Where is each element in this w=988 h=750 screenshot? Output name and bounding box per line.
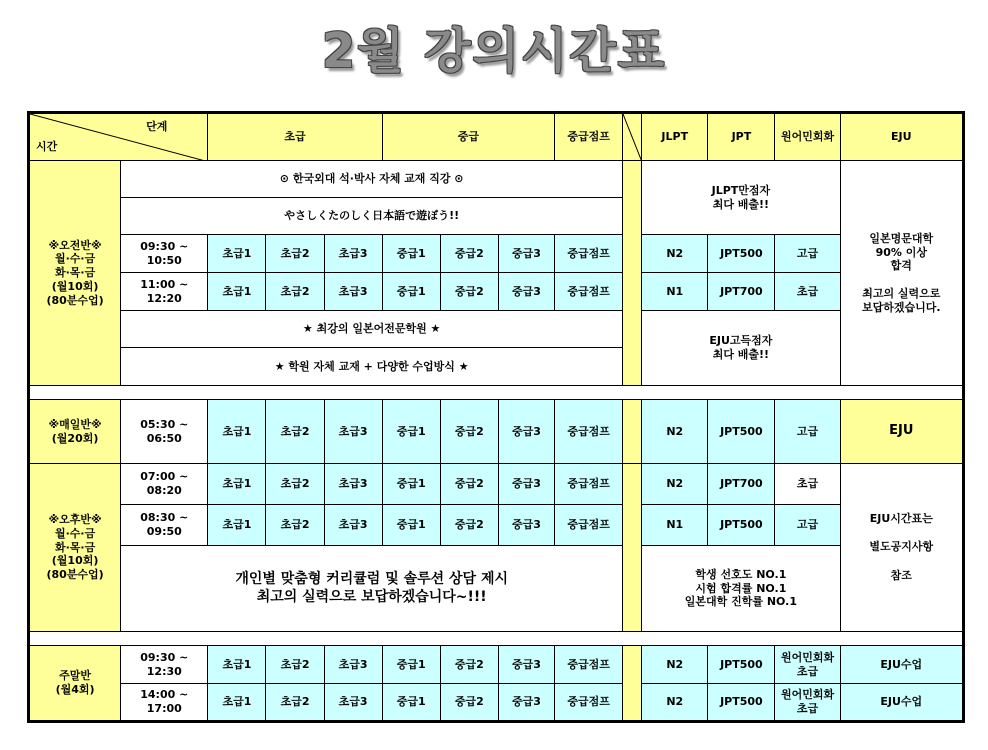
- class-cell: 중급1: [382, 684, 440, 722]
- table-row: [29, 684, 964, 722]
- time-cell: 08:30 ~ 09:50: [121, 505, 208, 546]
- divider: [29, 386, 964, 400]
- morning-banner-1: ⊙ 한국외대 석·박사 자체 교재 직강 ⊙: [121, 161, 623, 198]
- header-intermediate: 중급: [382, 113, 554, 161]
- morning-eju-high-note: EJU고득점자 최다 배출!!: [642, 311, 840, 386]
- class-cell: 중급점프: [555, 505, 623, 546]
- class-cell: 중급2: [440, 400, 498, 464]
- class-cell: 초급2: [266, 273, 324, 311]
- table-row: [29, 235, 964, 273]
- class-cell: 초급1: [208, 464, 266, 505]
- conversation-cell: 고급: [775, 505, 840, 546]
- morning-label: ※오전반※ 월·수·금 화·목·금 (월10회) (80분수업): [29, 161, 121, 386]
- class-cell: 중급점프: [555, 273, 623, 311]
- conversation-cell: 초급: [775, 273, 840, 311]
- weekend-separator: [623, 646, 642, 722]
- jlpt-cell: N2: [642, 464, 708, 505]
- divider: [29, 632, 964, 646]
- conversation-cell: 고급: [775, 400, 840, 464]
- table-row: [29, 646, 964, 684]
- eju-cell: EJU수업: [840, 684, 963, 722]
- class-cell: 중급3: [498, 505, 554, 546]
- jpt-cell: JPT500: [708, 400, 775, 464]
- time-cell: 05:30 ~ 06:50: [121, 400, 208, 464]
- class-cell: 초급2: [266, 646, 324, 684]
- class-cell: 중급3: [498, 464, 554, 505]
- class-cell: 중급1: [382, 505, 440, 546]
- class-cell: 초급1: [208, 400, 266, 464]
- morning-banner-2: やさしくたのしく日本語で遊ぼう!!: [121, 198, 623, 235]
- class-cell: 중급3: [498, 646, 554, 684]
- conversation-cell: 원어민회화 초급: [775, 646, 840, 684]
- class-cell: 초급3: [324, 646, 382, 684]
- class-cell: 중급2: [440, 235, 498, 273]
- class-cell: 중급점프: [555, 235, 623, 273]
- class-cell: 초급2: [266, 235, 324, 273]
- class-cell: 중급2: [440, 646, 498, 684]
- time-cell: 14:00 ~ 17:00: [121, 684, 208, 722]
- afternoon-label: ※오후반※ 월·수·금 화·목·금 (월10회) (80분수업): [29, 464, 121, 632]
- class-cell: 중급3: [498, 400, 554, 464]
- class-cell: 초급1: [208, 235, 266, 273]
- header-eju: EJU: [840, 113, 963, 161]
- morning-banner-3: ★ 최강의 일본어전문학원 ★: [121, 311, 623, 348]
- table-row: [29, 400, 964, 464]
- class-cell: 초급1: [208, 505, 266, 546]
- table-row: [29, 464, 964, 505]
- afternoon-eju-note: EJU시간표는 별도공지사항 참조: [840, 464, 963, 632]
- jlpt-cell: N2: [642, 235, 708, 273]
- header-stage: 단계: [146, 120, 168, 133]
- class-cell: 초급1: [208, 684, 266, 722]
- time-cell: 11:00 ~ 12:20: [121, 273, 208, 311]
- class-cell: 초급3: [324, 235, 382, 273]
- class-cell: 초급1: [208, 646, 266, 684]
- afternoon-separator: [623, 464, 642, 632]
- class-cell: 중급1: [382, 464, 440, 505]
- jpt-cell: JPT500: [708, 684, 775, 722]
- morning-jlpt-note: JLPT만점자 최다 배출!!: [642, 161, 840, 235]
- header-time: 시간: [36, 140, 58, 154]
- table-row: [29, 273, 964, 311]
- time-cell: 07:00 ~ 08:20: [121, 464, 208, 505]
- class-cell: 중급점프: [555, 646, 623, 684]
- conversation-cell: 초급: [775, 464, 840, 505]
- afternoon-banner: 개인별 맞춤형 커리큘럼 및 솔루션 상담 제시 최고의 실력으로 보답하겠습니다~!!!: [121, 546, 623, 632]
- jpt-cell: JPT700: [708, 273, 775, 311]
- timetable: [27, 111, 965, 723]
- class-cell: 초급3: [324, 400, 382, 464]
- header-stage-time-cell: [29, 113, 208, 161]
- header-beginner: 초급: [208, 113, 382, 161]
- separator-slash: [623, 114, 642, 161]
- eju-cell: EJU수업: [840, 646, 963, 684]
- header-jpt: JPT: [708, 113, 775, 161]
- conversation-cell: 고급: [775, 235, 840, 273]
- class-cell: 중급1: [382, 400, 440, 464]
- class-cell: 초급1: [208, 273, 266, 311]
- class-cell: 중급2: [440, 273, 498, 311]
- class-cell: 중급3: [498, 235, 554, 273]
- daily-label: ※매일반※ (월20회): [29, 400, 121, 464]
- class-cell: 중급점프: [555, 400, 623, 464]
- conversation-cell: 원어민회화 초급: [775, 684, 840, 722]
- page-title: 2월 강의시간표: [321, 23, 667, 79]
- class-cell: 중급1: [382, 235, 440, 273]
- jlpt-cell: N2: [642, 646, 708, 684]
- weekend-label: 주말반 (월4회): [29, 646, 121, 722]
- class-cell: 중급점프: [555, 684, 623, 722]
- daily-separator: [623, 400, 642, 464]
- class-cell: 초급2: [266, 400, 324, 464]
- jlpt-cell: N1: [642, 273, 708, 311]
- jpt-cell: JPT500: [708, 235, 775, 273]
- time-cell: 09:30 ~ 12:30: [121, 646, 208, 684]
- class-cell: 중급1: [382, 273, 440, 311]
- jlpt-cell: N2: [642, 684, 708, 722]
- jlpt-cell: N2: [642, 400, 708, 464]
- class-cell: 초급2: [266, 464, 324, 505]
- jpt-cell: JPT500: [708, 505, 775, 546]
- class-cell: 중급2: [440, 505, 498, 546]
- morning-eju-note: 일본명문대학 90% 이상 합격 최고의 실력으로 보답하겠습니다.: [840, 161, 963, 386]
- class-cell: 초급3: [324, 505, 382, 546]
- class-cell: 초급3: [324, 464, 382, 505]
- class-cell: 중급1: [382, 646, 440, 684]
- time-cell: 09:30 ~ 10:50: [121, 235, 208, 273]
- header-separator: [623, 113, 642, 161]
- morning-banner-4: ★ 학원 자체 교재 + 다양한 수업방식 ★: [121, 348, 623, 386]
- header-conversation: 원어민회화: [775, 113, 840, 161]
- jlpt-cell: N1: [642, 505, 708, 546]
- jpt-cell: JPT700: [708, 464, 775, 505]
- header-jump: 중급점프: [555, 113, 623, 161]
- class-cell: 초급2: [266, 684, 324, 722]
- header-row: [29, 113, 964, 161]
- table-row: [29, 505, 964, 546]
- class-cell: 중급점프: [555, 464, 623, 505]
- class-cell: 중급2: [440, 684, 498, 722]
- class-cell: 중급2: [440, 464, 498, 505]
- eju-cell: EJU: [840, 400, 963, 464]
- afternoon-rates: 학생 선호도 NO.1 시험 합격률 NO.1 일본대학 진학률 NO.1: [642, 546, 840, 632]
- class-cell: 초급3: [324, 684, 382, 722]
- class-cell: 중급3: [498, 684, 554, 722]
- class-cell: 중급3: [498, 273, 554, 311]
- jpt-cell: JPT500: [708, 646, 775, 684]
- class-cell: 초급3: [324, 273, 382, 311]
- morning-separator: [623, 161, 642, 386]
- class-cell: 초급2: [266, 505, 324, 546]
- header-jlpt: JLPT: [642, 113, 708, 161]
